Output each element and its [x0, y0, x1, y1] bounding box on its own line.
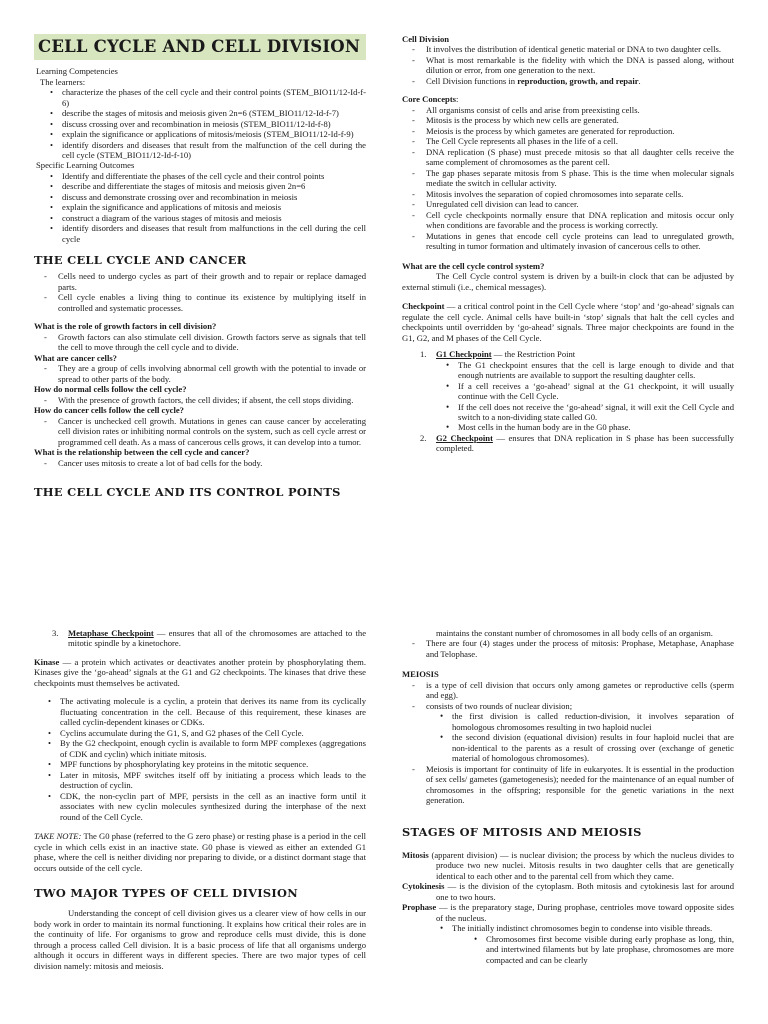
meiosis-item: - Meiosis is important for continuity of life in eukaryotes. It is essential in the production of sex cells/ gametes (gametogenesis); needed for the maintenance of an equal number of chromosomes in the offspring; responsible for the genetic variations in the next generation. — [402, 764, 734, 806]
prophase-sub-item: • Chromosomes first become visible during early prophase as long, thin, and intertwined filaments but by late prophase, chromosomes are more compacted and can be clearly — [470, 934, 734, 965]
lc-item: • describe the stages of mitosis and meiosis given 2n=6 (STEM_BIO11/12-Id-f-7) — [36, 108, 366, 118]
core-concepts-heading: Core Concepts: — [402, 94, 459, 105]
learning-competencies — [34, 66, 366, 244]
meiosis-sub-item: • the second division (equational division) results in four haploid nuclei that are non-identical to the parents as a result of crossing over (exchange of genetic material of homologous chromosomes). — [436, 732, 734, 763]
mitosis-continued: maintains the constant number of chromosomes in all body cells of an organism. — [436, 628, 713, 638]
lc-item: • discuss crossing over and recombination in meiosis (STEM_BIO11/12-Id-f-8) — [36, 119, 366, 129]
cc-intro-item: - Cells need to undergo cycles as part of their growth and to repair or replace damaged parts. — [34, 271, 366, 292]
cyclin-item: • MPF functions by phosphorylating key proteins in the mitotic sequence. — [34, 759, 366, 769]
mitosis-definition: Mitosis (apparent division) — is nuclear division; the process by which the nucleus divides to produce two new nuclei. Mitosis results in two daughter cells that are genetically identical to each other and to the parental cell from which they came. — [402, 849, 734, 881]
slo-item: • Identify and differentiate the phases of the cell cycle and their control points — [36, 171, 366, 181]
cc-intro-item: - Cell cycle enables a living thing to continue its existence by multiplying itself in controlled and systematic processes. — [34, 292, 366, 313]
core-item: - Mitosis involves the separation of copied chromosomes into separate cells. — [402, 189, 734, 199]
lc-item: • characterize the phases of the cell cycle and their control points (STEM_BIO11/12-Id-f-6) — [36, 87, 366, 108]
question: How do cancer cells follow the cell cycle? — [34, 405, 184, 416]
slo-item: • construct a diagram of the various stages of mitosis and meiosis — [36, 213, 366, 223]
cd-functions: - Cell Division functions in reproduction, growth, and repair. — [402, 76, 734, 86]
cyclin-item: • CDK, the non-cyclin part of MPF, persists in the cell as an inactive form until it associates with new cyclin molecules synthesized during the interphase of the next round of the Cell Cycle. — [34, 791, 366, 822]
slo-item: • discuss and demonstrate crossing over and recombination in meiosis — [36, 192, 366, 202]
lc-item: • identify disorders and diseases that result from the malfunction of the cell during the cell cycle (STEM_BIO11/12-Id-f-10) — [36, 140, 366, 161]
g1-checkpoint: 1. G1 Checkpoint — the Restriction Point • The G1 checkpoint ensures that the cell is large enough to divide and that enough nutrients are available to support the resulting daughter cells. • If a cell receives a ‘go-ahead’ signal at the G1 checkpoint, it will usually continue with the Cell Cycle. • If the cell does not receive the ‘go-ahead’ signal, it will exit the Cell Cycle and switch to a non-dividing state called G0. • Most cells in the human body are in the G0 phase. — [402, 349, 734, 433]
answer: - Cancer is unchecked cell growth. Mutations in genes can cause cancer by accelerating cell division rates or inhibiting normal controls on the system, such as cell cycle arrest or programmed cell death. As a mass of cancerous cells grows, it can develop into a tumor. — [34, 416, 366, 447]
question: What are cancer cells? — [34, 352, 117, 363]
g1-item: • The G1 checkpoint ensures that the cell is large enough to divide and that enough nutrients are available to support the resulting daughter cells. — [442, 360, 734, 381]
cytokinesis-definition: Cytokinesis — is the division of the cytoplasm. Both mitosis and cytokinesis last for around one to two hours. — [402, 881, 734, 902]
lc-heading: Learning Competencies — [36, 66, 118, 77]
core-item: - Unregulated cell division can lead to cancer. — [402, 199, 734, 209]
cell-division-heading: Cell Division — [402, 34, 450, 44]
g1-item: • Most cells in the human body are in the G0 phase. — [442, 422, 734, 432]
core-item: - DNA replication (S phase) must precede mitosis so that all daughter cells receive the same complement of chromosomes as the parent cell. — [402, 147, 734, 168]
cyclin-item: • The activating molecule is a cyclin, a protein that derives its name from its cyclically fluctuating concentration in the cell. Because of this requirement, these kinases are called cyclin-dependent kinases or CDKs. — [34, 696, 366, 727]
control-system-question: What are the cell cycle control system? — [402, 260, 545, 271]
question: What is the role of growth factors in cell division? — [34, 321, 217, 332]
meiosis-item: - is a type of cell division that occurs only among gametes or reproductive cells (sperm and egg). — [402, 680, 734, 701]
section-heading-control-points: THE CELL CYCLE AND ITS CONTROL POINTS — [34, 484, 341, 499]
answer: - Cancer uses mitosis to create a lot of bad cells for the body. — [34, 458, 366, 468]
core-item: - Meiosis is the process by which gametes are generated for reproduction. — [402, 126, 734, 136]
cd-item: - What is most remarkable is the fidelity with which the DNA is passed along, without dilution or error, from one generation to the next. — [402, 55, 734, 76]
two-types-text: Understanding the concept of cell division gives us a clearer view of how cells in our body work in order to maintain its normal functioning. It explains how critical their roles are in the continuity of life. For organisms to grow and reproduce cells must divide, this is done through a process called Cell division. It is a basic process of life that all organisms undergo although it occurs in different ways in different species. There are two major types of cell division namely: mitosis and meiosis. — [34, 908, 366, 971]
answer: - They are a group of cells involving abnormal cell growth with the potential to invade or spread to other parts of the body. — [34, 363, 366, 384]
checkpoint-definition: Checkpoint — a critical control point in the Cell Cycle where ‘stop’ and ‘go-ahead’ signals can regulate the cell cycle. Animal cells have built-in ‘stop’ signals that halt the cell cycles and checkpoints until overridden by ‘go-ahead’ signals. Three major checkpoints are found in the G1, G2, and M phases of the Cell Cycle. — [402, 301, 734, 343]
core-item: - The Cell Cycle represents all phases in the life of a cell. — [402, 136, 734, 146]
slo-heading: Specific Learning Outcomes — [36, 160, 135, 171]
answer: - Growth factors can also stimulate cell division. Growth factors serve as signals that tell the cell to move through the cell cycle and to divide. — [34, 332, 366, 353]
prophase-definition: Prophase — is the preparatory stage, During prophase, centrioles move toward opposite sides of the nucleus. — [402, 902, 734, 923]
control-system-text: The Cell Cycle control system is driven by a built-in clock that can be adjusted by external stimuli (i.e., chemical messages). — [402, 271, 734, 292]
page-title: CELL CYCLE AND CELL DIVISION — [34, 34, 366, 60]
core-item: - The gap phases separate mitosis from S phase. This is the time when molecular signals mediate the switch in cellular activity. — [402, 168, 734, 189]
meiosis-item: - consists of two rounds of nuclear division; • the first division is called reduction-division, it involves separation of homologous chromosomes resulting in two haploid nuclei • the second division (equational division) results in four haploid nuclei that are non-identical to the parents as a result of crossing over (exchange of genetic material of homologous chromosomes). — [402, 701, 734, 764]
mitosis-stages-item: - There are four (4) stages under the process of mitosis: Prophase, Metaphase, Anaphase and Telophase. — [402, 638, 734, 659]
core-item: - Mutations in genes that encode cell cycle proteins can lead to unregulated growth, resulting in tumor formation and ultimately invasion of cancerous cells to other. — [402, 231, 734, 252]
section-heading-cell-cycle-cancer: THE CELL CYCLE AND CANCER — [34, 253, 247, 268]
core-item: - Mitosis is the process by which new cells are generated. — [402, 115, 734, 125]
meiosis-heading: MEIOSIS — [402, 669, 439, 680]
cyclin-item: • By the G2 checkpoint, enough cyclin is available to form MPF complexes (aggregations of CDK and cyclin) which initiate mitosis. — [34, 738, 366, 759]
take-note: TAKE NOTE: The G0 phase (referred to the G zero phase) or resting phase is a period in the cell cycle in which cells exist in an inactive state. G0 phase is viewed as either an extended G1 phase, where the cell is neither dividing nor preparing to divide, or a distinct dormant stage that occurs outside of the cell cycle. — [34, 831, 366, 873]
prophase-item: • The initially indistinct chromosomes begin to condense into visible threads. • Chromosomes first become visible during early prophase as long, thin, and intertwined filaments but by late prophase, chromosomes are more compacted and can be clearly — [436, 923, 734, 965]
core-item: - Cell cycle checkpoints normally ensure that DNA replication and mitosis occur only when conditions are favorable and the process is working correctly. — [402, 210, 734, 231]
question: What is the relationship between the cell cycle and cancer? — [34, 447, 250, 458]
section-heading-stages: STAGES OF MITOSIS AND MEIOSIS — [402, 824, 642, 839]
lc-item: • explain the significance or applications of mitosis/meiosis (STEM_BIO11/12-Id-f-9) — [36, 129, 366, 139]
cyclin-item: • Cyclins accumulate during the G1, S, and G2 phases of the Cell Cycle. — [34, 728, 366, 738]
core-item: - All organisms consist of cells and arise from preexisting cells. — [402, 105, 734, 115]
slo-item: • explain the significance and applications of mitosis and meiosis — [36, 202, 366, 212]
g2-checkpoint: 2. G2 Checkpoint — ensures that DNA replication in S phase has been successfully completed. — [420, 432, 734, 454]
cd-item: - It involves the distribution of identical genetic material or DNA to two daughter cells. — [402, 44, 734, 54]
kinase-definition: Kinase — a protein which activates or deactivates another protein by phosphorylating them. Kinases give the ‘go-ahead’ signals at the G1 and G2 checkpoints. The kinases that drive these checkpoints must themselves be activated. — [34, 656, 366, 688]
slo-item: • describe and differentiate the stages of mitosis and meiosis given 2n=6 — [36, 181, 366, 191]
lc-learners: The learners: — [40, 76, 86, 87]
metaphase-checkpoint: 3. Metaphase Checkpoint — ensures that all of the chromosomes are attached to the mitotic spindle by a kinetochore. — [52, 628, 367, 649]
g1-item: • If a cell receives a ‘go-ahead’ signal at the G1 checkpoint, it will usually continue with the Cell Cycle. — [442, 381, 734, 402]
answer: - With the presence of growth factors, the cell divides; if absent, the cell stops dividing. — [34, 395, 366, 405]
slo-item: • identify disorders and diseases that result from malfunctions in the cell during the cell cycle — [36, 223, 366, 244]
cyclin-item: • Later in mitosis, MPF switches itself off by initiating a process which leads to the destruction of cyclin. — [34, 770, 366, 791]
question: How do normal cells follow the cell cycle? — [34, 384, 187, 395]
meiosis-sub-item: • the first division is called reduction-division, it involves separation of homologous chromosomes resulting in two haploid nuclei — [436, 711, 734, 732]
g1-item: • If the cell does not receive the ‘go-ahead’ signal, it will exit the Cell Cycle and switch to a non-dividing state called G0. — [442, 402, 734, 423]
section-heading-two-types: TWO MAJOR TYPES OF CELL DIVISION — [34, 886, 298, 901]
